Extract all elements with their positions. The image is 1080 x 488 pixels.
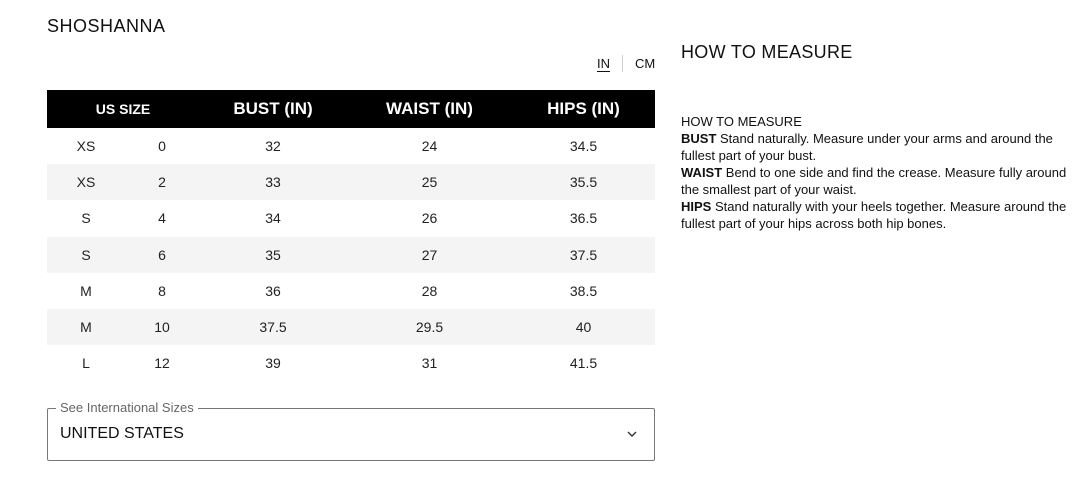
- unit-in-button[interactable]: IN: [597, 55, 610, 71]
- international-sizes-label: See International Sizes: [56, 400, 198, 415]
- cell-hips: 36.5: [569, 210, 598, 227]
- header-us-size: US SIZE: [95, 101, 151, 117]
- cell-size-letter: S: [81, 246, 91, 263]
- how-to-measure-instructions: [681, 113, 1080, 232]
- cell-hips: 41.5: [569, 355, 598, 372]
- cell-size-letter: S: [81, 210, 91, 227]
- hips-instruction: [681, 198, 1080, 232]
- cell-us-size: 4: [158, 210, 166, 227]
- bust-instruction: [681, 130, 1080, 164]
- cell-waist: 28: [421, 282, 438, 299]
- unit-cm-button[interactable]: CM: [635, 55, 656, 71]
- cell-size-letter: M: [80, 319, 92, 336]
- cell-us-size: 10: [154, 319, 170, 336]
- table-row: [47, 237, 655, 273]
- cell-waist: 24: [421, 138, 438, 155]
- cell-waist: 27: [421, 246, 438, 263]
- cell-waist: 31: [421, 355, 438, 372]
- header-hips: HIPS (IN): [547, 99, 620, 118]
- cell-size-letter: XS: [76, 138, 96, 155]
- cell-bust: 36: [265, 282, 281, 299]
- cell-hips: 37.5: [569, 246, 598, 263]
- cell-hips: 35.5: [569, 174, 598, 191]
- table-row: [47, 128, 655, 164]
- cell-bust: 34: [265, 210, 281, 227]
- unit-toggle: [595, 52, 657, 74]
- cell-waist: 29.5: [415, 319, 444, 336]
- size-chart-table: [47, 90, 655, 381]
- cell-us-size: 6: [158, 246, 166, 263]
- header-bust: BUST (IN): [233, 99, 313, 118]
- bust-label: BUST: [681, 131, 717, 146]
- cell-hips: 38.5: [569, 282, 598, 299]
- cell-bust: 33: [265, 174, 281, 191]
- table-row: [47, 200, 655, 236]
- waist-text: Bend to one side and find the crease. Measure fully around the smallest part of your waist.: [681, 165, 1067, 197]
- cell-us-size: 0: [158, 138, 166, 155]
- how-to-measure-title: HOW TO MEASURE: [681, 42, 853, 62]
- cell-waist: 25: [421, 174, 438, 191]
- header-waist: WAIST (IN): [386, 99, 473, 118]
- international-sizes-value: UNITED STATES: [60, 425, 184, 442]
- international-sizes-select[interactable]: [47, 400, 655, 461]
- cell-size-letter: XS: [76, 174, 96, 191]
- table-header-row: [47, 90, 655, 128]
- cell-bust: 35: [265, 246, 281, 263]
- cell-hips: 40: [575, 319, 592, 336]
- waist-label: WAIST: [681, 165, 723, 180]
- table-row: [47, 273, 655, 309]
- cell-waist: 26: [421, 210, 438, 227]
- cell-hips: 34.5: [569, 138, 598, 155]
- waist-instruction: [681, 164, 1080, 198]
- cell-size-letter: M: [80, 282, 92, 299]
- cell-bust: 32: [265, 138, 281, 155]
- unit-divider: [622, 55, 623, 72]
- hips-label: HIPS: [681, 199, 712, 214]
- cell-bust: 37.5: [259, 319, 287, 336]
- cell-size-letter: L: [82, 355, 90, 372]
- cell-us-size: 12: [154, 355, 170, 372]
- table-row: [47, 309, 655, 345]
- hips-text: Stand naturally with your heels together. Measure around the fullest part of your hips across both hip bones.: [681, 199, 1067, 231]
- table-row: [47, 345, 655, 381]
- chevron-down-icon: [626, 428, 638, 440]
- cell-bust: 39: [265, 355, 281, 372]
- brand-name: SHOSHANNA: [47, 16, 166, 36]
- bust-text: Stand naturally. Measure under your arms and around the fullest part of your bust.: [681, 131, 1053, 163]
- table-row: [47, 164, 655, 200]
- cell-us-size: 2: [158, 174, 166, 191]
- cell-us-size: 8: [158, 282, 166, 299]
- instructions-heading: HOW TO MEASURE: [681, 114, 802, 129]
